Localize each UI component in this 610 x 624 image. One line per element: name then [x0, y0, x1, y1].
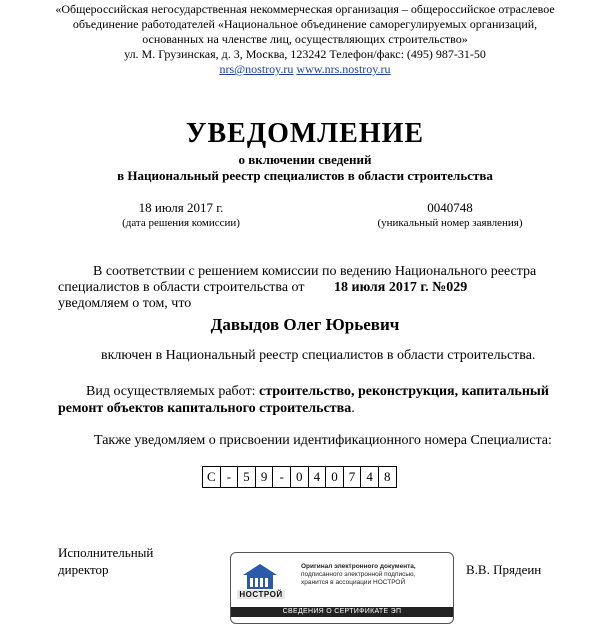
application-number: 0040748 — [427, 200, 473, 215]
person-name: Давыдов Олег Юрьевич — [210, 315, 400, 334]
work-type-line1 — [86, 383, 549, 400]
signer-position-line2: директор — [58, 562, 109, 577]
id-char: 4 — [361, 467, 379, 487]
signer-position-line1: Исполнительный — [58, 545, 154, 560]
work-type-line2 — [58, 400, 355, 417]
stamp-note-line2: подписанного электронной подписью, — [301, 571, 416, 578]
subtitle-line-2: в Национальный реестр специалистов в области строительства — [117, 168, 493, 183]
decision-date-caption: (дата решения комиссии) — [122, 217, 240, 229]
decision-reference: 18 июля 2017 г. №029 — [334, 280, 468, 295]
id-char: - — [221, 467, 239, 487]
id-char: - — [273, 467, 291, 487]
id-intro: Также уведомляем о присвоении идентификационного номера Специалиста: — [94, 433, 552, 448]
org-line-1: «Общероссийская негосударственная некоммерческая организация – общероссийское отраслевое — [55, 2, 555, 16]
included-text: включен в Национальный реестр специалистов в области строительства. — [101, 348, 536, 363]
page-title: УВЕДОМЛЕНИЕ — [185, 118, 425, 149]
id-char: 8 — [383, 469, 391, 484]
id-char: 5 — [238, 467, 256, 487]
decision-date: 18 июля 2017 г. — [138, 200, 224, 215]
stamp-note-line1: Оригинал электронного документа, — [301, 563, 416, 570]
nostroy-logo-icon — [241, 561, 279, 591]
id-char: 0 — [291, 467, 309, 487]
id-char: 9 — [256, 467, 274, 487]
para1-line2: специалистов в области строительства от — [58, 280, 305, 295]
para1-line1: В соответствии с решением комиссии по ведению Национального реестра — [93, 264, 537, 279]
org-address: ул. М. Грузинская, д. 3, Москва, 123242 Телефон/факс: (495) 987-31-50 — [124, 47, 486, 61]
subtitle-line-1: о включении сведений — [238, 152, 372, 167]
work-type-label: Вид осуществляемых работ: — [86, 384, 256, 399]
application-number-caption: (уникальный номер заявления) — [377, 217, 523, 229]
org-line-3: основанных на членстве лиц, осуществляющих строительство» — [142, 32, 468, 46]
website-link[interactable]: www.nrs.nostroy.ru — [296, 62, 391, 76]
work-type-value-2: ремонт объектов капитального строительства — [58, 401, 352, 416]
id-char: 7 — [344, 467, 362, 487]
id-char: 4 — [309, 467, 327, 487]
id-char: 0 — [326, 467, 344, 487]
nostroy-logo-text: НОСТРОЙ — [237, 590, 285, 599]
para1-line3: уведомляем о том, что — [58, 296, 192, 311]
signer-name: В.В. Прядеин — [466, 562, 542, 577]
email-link[interactable]: nrs@nostroy.ru — [219, 62, 294, 76]
org-line-2: объединение работодателей «Национальное объединение саморегулируемых организаций, — [72, 17, 538, 31]
stamp-note-line3: хранится в ассоциации НОСТРОЙ — [301, 579, 406, 586]
work-type-end: . — [351, 401, 355, 416]
id-char: С — [203, 467, 221, 487]
stamp-note — [301, 563, 449, 587]
certificate-info-bar: СВЕДЕНИЯ О СЕРТИФИКАТЕ ЭП — [231, 607, 453, 617]
e-signature-stamp — [230, 552, 454, 624]
specialist-id-boxes — [202, 466, 397, 488]
work-type-value-1: строительство, реконструкция, капитальный — [259, 384, 549, 399]
org-contacts — [0, 62, 610, 77]
